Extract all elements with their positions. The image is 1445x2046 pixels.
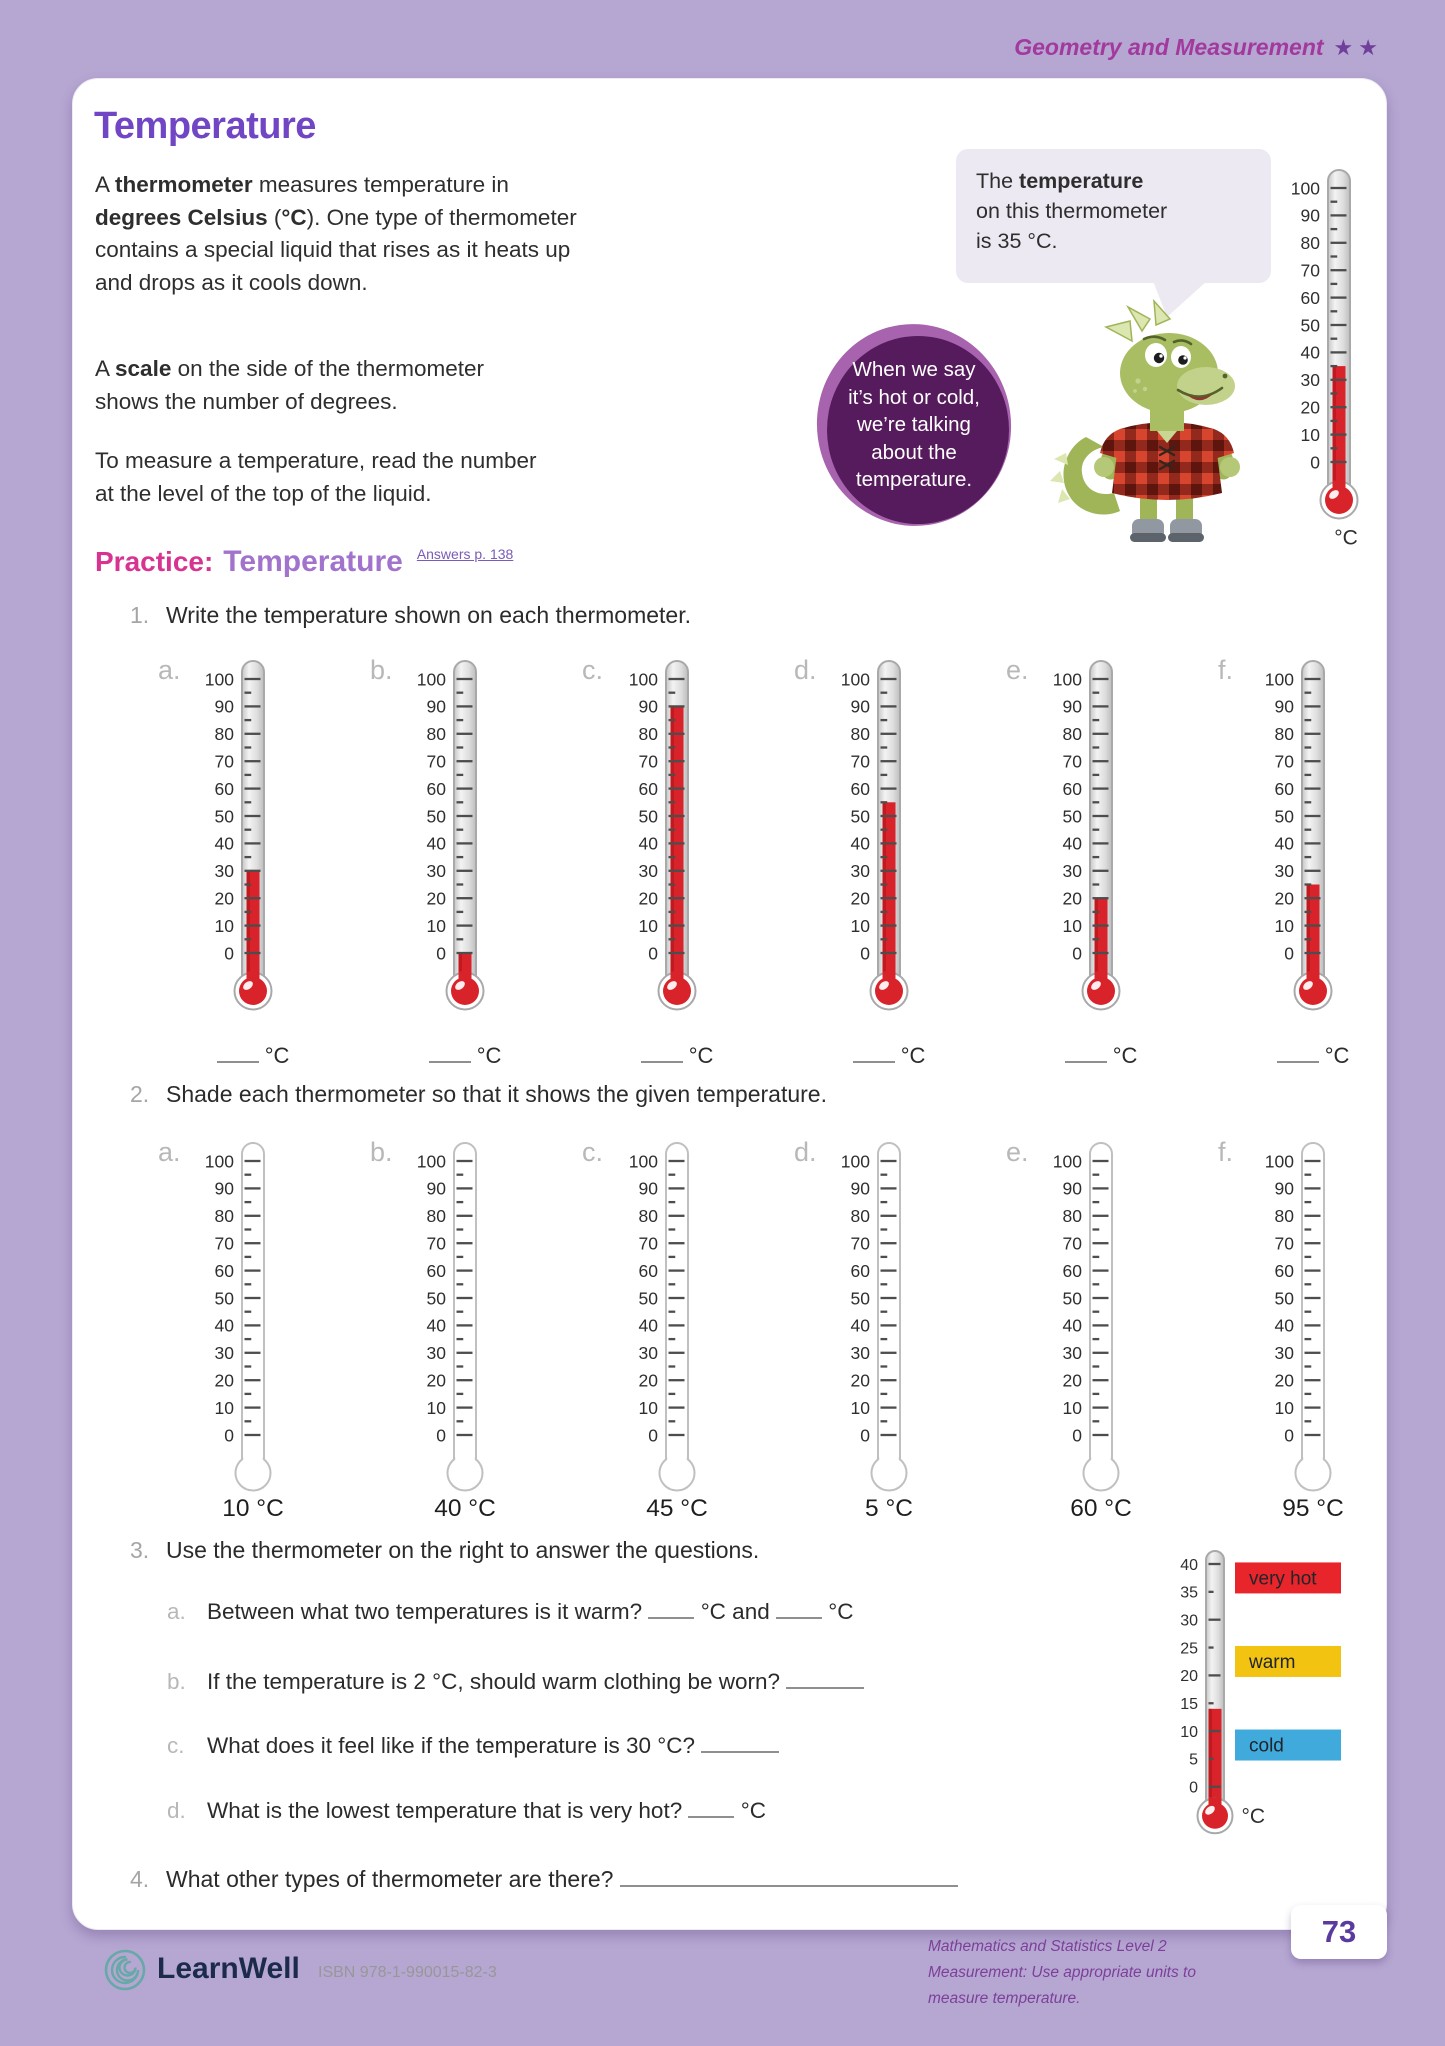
svg-text:100: 100 <box>628 1151 658 1172</box>
q1-answer-d <box>824 1043 954 1069</box>
q2-thermometer-c <box>572 1137 722 1537</box>
practice-title: Temperature <box>223 545 403 578</box>
svg-text:40: 40 <box>1274 833 1294 854</box>
svg-text:40: 40 <box>1180 1556 1198 1574</box>
item-letter: d. <box>167 1798 186 1823</box>
svg-text:50: 50 <box>1274 806 1294 827</box>
question-3 <box>130 1537 759 1564</box>
svg-text:90: 90 <box>638 1178 658 1199</box>
intro-paragraph-3: To measure a temperature, read the number at the level of the top of the liquid. <box>95 448 537 506</box>
svg-text:50: 50 <box>850 1288 870 1309</box>
svg-text:70: 70 <box>1274 1233 1294 1254</box>
practice-label: Practice: <box>95 546 214 577</box>
question-1-number: 1. <box>130 602 150 628</box>
page-title: Temperature <box>94 105 316 147</box>
answer-blank <box>1277 1046 1319 1063</box>
svg-text:0: 0 <box>648 943 658 964</box>
svg-text:10: 10 <box>214 915 234 936</box>
svg-text:30: 30 <box>214 861 234 882</box>
svg-text:0: 0 <box>1072 1425 1082 1446</box>
answers-link[interactable]: Answers p. 138 <box>416 546 514 562</box>
svg-text:60: 60 <box>1062 1260 1082 1281</box>
svg-text:20: 20 <box>638 888 658 909</box>
svg-text:50: 50 <box>1274 1288 1294 1309</box>
svg-text:°C: °C <box>1241 1804 1266 1828</box>
item-letter: a. <box>158 1137 181 1167</box>
svg-text:80: 80 <box>850 1206 870 1227</box>
question-4-number: 4. <box>130 1866 150 1892</box>
svg-text:70: 70 <box>1300 260 1320 281</box>
svg-text:80: 80 <box>214 1206 234 1227</box>
svg-text:10: 10 <box>1180 1723 1198 1741</box>
question-2 <box>130 1081 827 1108</box>
svg-text:40: 40 <box>1062 1315 1082 1336</box>
svg-text:70: 70 <box>638 751 658 772</box>
q2-target-temperature: 95 °C <box>1282 1495 1344 1522</box>
svg-text:80: 80 <box>1062 1206 1082 1227</box>
q3-thermometer <box>1149 1548 1399 1845</box>
answer-blank <box>776 1602 822 1619</box>
svg-text:90: 90 <box>214 1178 234 1199</box>
intro-paragraph-1: A thermometer measures temperature in degrees Celsius (°C). One type of thermometer contains a special liquid that rises as it heats up and drops as it cools down. <box>95 172 577 295</box>
svg-text:0: 0 <box>224 943 234 964</box>
q3-subquestion-d <box>167 1798 766 1824</box>
svg-text:50: 50 <box>1062 806 1082 827</box>
svg-text:0: 0 <box>648 1425 658 1446</box>
subquestion-text: What does it feel like if the temperature is 30 °C? <box>207 1733 779 1758</box>
q2-thermometer-d <box>784 1137 934 1537</box>
svg-text:30: 30 <box>1062 861 1082 882</box>
q1-thermometer-b <box>360 655 510 1055</box>
item-letter: a. <box>167 1599 186 1624</box>
svg-text:90: 90 <box>1062 696 1082 717</box>
svg-text:40: 40 <box>1300 342 1320 363</box>
question-4-prompt: What other types of thermometer are there? <box>166 1866 958 1892</box>
unit-label: °C <box>1324 1043 1350 1068</box>
svg-text:60: 60 <box>850 1260 870 1281</box>
svg-text:90: 90 <box>1062 1178 1082 1199</box>
question-1-prompt: Write the temperature shown on each thermometer. <box>166 602 692 628</box>
svg-text:20: 20 <box>426 888 446 909</box>
item-letter: a. <box>158 655 181 685</box>
item-letter: b. <box>167 1669 186 1694</box>
q2-target-temperature: 60 °C <box>1070 1495 1132 1522</box>
svg-text:0: 0 <box>1284 943 1294 964</box>
svg-text:30: 30 <box>214 1343 234 1364</box>
svg-text:30: 30 <box>850 1343 870 1364</box>
item-letter: d. <box>794 655 817 685</box>
svg-text:70: 70 <box>850 1233 870 1254</box>
question-3-number: 3. <box>130 1537 150 1563</box>
q1-thermometer-c <box>572 655 722 1055</box>
svg-text:70: 70 <box>214 1233 234 1254</box>
page-header <box>1014 34 1383 61</box>
svg-text:30: 30 <box>426 861 446 882</box>
svg-text:20: 20 <box>214 888 234 909</box>
speech-bubble: The temperature on this thermometer is 35 °C. <box>956 149 1271 283</box>
svg-text:40: 40 <box>850 833 870 854</box>
svg-text:0: 0 <box>1284 1425 1294 1446</box>
svg-text:90: 90 <box>1274 1178 1294 1199</box>
svg-text:30: 30 <box>1300 370 1320 391</box>
unit-label: °C <box>264 1043 290 1068</box>
q2-target-temperature: 10 °C <box>222 1495 284 1522</box>
answer-blank <box>429 1046 471 1063</box>
svg-text:80: 80 <box>850 724 870 745</box>
svg-text:60: 60 <box>850 778 870 799</box>
svg-text:70: 70 <box>1062 1233 1082 1254</box>
answer-blank <box>217 1046 259 1063</box>
svg-text:80: 80 <box>1300 233 1320 254</box>
q1-answer-c <box>612 1043 742 1069</box>
q1-thermometer-f <box>1208 655 1358 1055</box>
item-letter: e. <box>1006 1137 1029 1167</box>
subquestion-text: What is the lowest temperature that is very hot? °C <box>207 1798 766 1823</box>
answer-blank <box>641 1046 683 1063</box>
answer-blank <box>648 1602 694 1619</box>
header-stars-icon: ★★ <box>1333 35 1383 60</box>
thought-blob <box>817 324 1011 526</box>
svg-text:80: 80 <box>426 724 446 745</box>
svg-text:100: 100 <box>1264 669 1294 690</box>
svg-text:90: 90 <box>1274 696 1294 717</box>
svg-text:40: 40 <box>638 833 658 854</box>
question-2-number: 2. <box>130 1081 150 1107</box>
svg-text:10: 10 <box>1062 1397 1082 1418</box>
answer-blank <box>620 1870 958 1887</box>
q2-target-temperature: 45 °C <box>646 1495 708 1522</box>
q1-answer-e <box>1036 1043 1166 1069</box>
svg-text:60: 60 <box>214 1260 234 1281</box>
svg-text:50: 50 <box>638 1288 658 1309</box>
svg-text:30: 30 <box>1274 1343 1294 1364</box>
svg-text:60: 60 <box>1062 778 1082 799</box>
svg-text:100: 100 <box>416 1151 446 1172</box>
svg-text:90: 90 <box>1300 205 1320 226</box>
svg-text:10: 10 <box>1062 915 1082 936</box>
svg-text:30: 30 <box>426 1343 446 1364</box>
q1-answer-b <box>400 1043 530 1069</box>
unit-label: °C <box>688 1043 714 1068</box>
svg-text:30: 30 <box>1274 861 1294 882</box>
svg-text:20: 20 <box>1062 1370 1082 1391</box>
content-card <box>72 78 1387 1930</box>
svg-text:80: 80 <box>638 1206 658 1227</box>
svg-text:10: 10 <box>1300 424 1320 445</box>
q2-target-temperature: 40 °C <box>434 1495 496 1522</box>
svg-text:10: 10 <box>638 915 658 936</box>
q2-target-temperature: 5 °C <box>865 1495 913 1522</box>
svg-text:100: 100 <box>204 1151 234 1172</box>
svg-text:40: 40 <box>1274 1315 1294 1336</box>
svg-text:15: 15 <box>1180 1696 1198 1714</box>
svg-text:90: 90 <box>426 1178 446 1199</box>
header-title: Geometry and Measurement <box>1014 34 1324 60</box>
intro-paragraph-2: A scale on the side of the thermometer shows the number of degrees. <box>95 356 485 414</box>
svg-text:70: 70 <box>638 1233 658 1254</box>
isbn-text: ISBN 978-1-990015-82-3 <box>318 1964 497 1981</box>
svg-text:60: 60 <box>1274 1260 1294 1281</box>
svg-text:20: 20 <box>850 888 870 909</box>
svg-text:20: 20 <box>426 1370 446 1391</box>
svg-text:80: 80 <box>638 724 658 745</box>
svg-text:50: 50 <box>214 1288 234 1309</box>
q2-thermometer-e <box>996 1137 1146 1537</box>
item-letter: f. <box>1218 1137 1234 1167</box>
intro-thermometer <box>1234 164 1384 567</box>
q2-thermometer-b <box>360 1137 510 1537</box>
unit-label: °C <box>900 1043 926 1068</box>
svg-text:60: 60 <box>426 1260 446 1281</box>
q1-thermometer-a <box>148 655 298 1055</box>
svg-text:100: 100 <box>1052 669 1082 690</box>
svg-text:10: 10 <box>1274 915 1294 936</box>
svg-text:35: 35 <box>1180 1584 1198 1602</box>
svg-text:70: 70 <box>850 751 870 772</box>
svg-text:50: 50 <box>426 1288 446 1309</box>
svg-text:40: 40 <box>426 833 446 854</box>
svg-text:100: 100 <box>628 669 658 690</box>
svg-text:100: 100 <box>1290 178 1320 199</box>
question-3-prompt: Use the thermometer on the right to answer the questions. <box>166 1537 760 1563</box>
brand-name: LearnWell <box>157 1952 300 1985</box>
svg-text:20: 20 <box>1274 1370 1294 1391</box>
answer-blank <box>853 1046 895 1063</box>
answer-blank <box>786 1672 864 1689</box>
svg-text:20: 20 <box>1062 888 1082 909</box>
svg-text:50: 50 <box>850 806 870 827</box>
page-number-tab: 73 <box>1291 1905 1387 1959</box>
svg-text:90: 90 <box>638 696 658 717</box>
svg-text:70: 70 <box>214 751 234 772</box>
svg-text:60: 60 <box>214 778 234 799</box>
svg-text:10: 10 <box>850 915 870 936</box>
svg-text:40: 40 <box>1062 833 1082 854</box>
answer-blank <box>688 1801 734 1818</box>
subquestion-text: Between what two temperatures is it warm? °C and °C <box>207 1599 854 1624</box>
learnwell-logo-icon <box>103 1948 147 1997</box>
svg-text:100: 100 <box>840 669 870 690</box>
q1-answer-f <box>1248 1043 1378 1069</box>
svg-text:90: 90 <box>214 696 234 717</box>
svg-text:30: 30 <box>850 861 870 882</box>
svg-text:70: 70 <box>426 1233 446 1254</box>
svg-text:0: 0 <box>1310 452 1320 473</box>
svg-text:80: 80 <box>214 724 234 745</box>
svg-text:10: 10 <box>426 1397 446 1418</box>
svg-text:80: 80 <box>1062 724 1082 745</box>
svg-text:20: 20 <box>1274 888 1294 909</box>
svg-text:30: 30 <box>638 1343 658 1364</box>
question-2-prompt: Shade each thermometer so that it shows the given temperature. <box>166 1081 827 1107</box>
svg-text:100: 100 <box>840 1151 870 1172</box>
svg-text:10: 10 <box>1274 1397 1294 1418</box>
svg-text:10: 10 <box>214 1397 234 1418</box>
svg-text:60: 60 <box>638 1260 658 1281</box>
svg-text:70: 70 <box>1274 751 1294 772</box>
svg-text:25: 25 <box>1180 1640 1198 1658</box>
q3-subquestion-c <box>167 1733 779 1759</box>
svg-text:100: 100 <box>1052 1151 1082 1172</box>
svg-text:60: 60 <box>426 778 446 799</box>
question-4 <box>130 1866 958 1893</box>
svg-text:0: 0 <box>1189 1779 1198 1797</box>
svg-text:100: 100 <box>1264 1151 1294 1172</box>
svg-text:cold: cold <box>1249 1735 1284 1757</box>
svg-text:70: 70 <box>1062 751 1082 772</box>
svg-text:very hot: very hot <box>1249 1568 1317 1590</box>
svg-text:10: 10 <box>638 1397 658 1418</box>
svg-text:60: 60 <box>1274 778 1294 799</box>
unit-label: °C <box>1112 1043 1138 1068</box>
curriculum-credit: Mathematics and Statistics Level 2 Measurement: Use appropriate units to measure temperature. <box>928 1938 1196 2007</box>
svg-text:60: 60 <box>1300 287 1320 308</box>
svg-text:20: 20 <box>638 1370 658 1391</box>
svg-text:60: 60 <box>638 778 658 799</box>
svg-text:30: 30 <box>1180 1612 1198 1630</box>
svg-text:40: 40 <box>638 1315 658 1336</box>
q3-subquestion-a <box>167 1599 853 1625</box>
q1-answer-a <box>188 1043 318 1069</box>
svg-text:20: 20 <box>850 1370 870 1391</box>
svg-text:10: 10 <box>850 1397 870 1418</box>
q3-subquestion-b <box>167 1669 864 1695</box>
svg-text:30: 30 <box>1062 1343 1082 1364</box>
svg-text:40: 40 <box>214 1315 234 1336</box>
svg-text:80: 80 <box>1274 724 1294 745</box>
svg-text:20: 20 <box>214 1370 234 1391</box>
svg-text:100: 100 <box>204 669 234 690</box>
svg-text:40: 40 <box>426 1315 446 1336</box>
unit-label: °C <box>476 1043 502 1068</box>
blob-text: When we say it’s hot or cold, we’re talking about the temperature. <box>848 358 980 492</box>
item-letter: c. <box>582 1137 604 1167</box>
question-1 <box>130 602 691 629</box>
item-letter: b. <box>370 655 393 685</box>
svg-text:50: 50 <box>1300 315 1320 336</box>
item-letter: e. <box>1006 655 1029 685</box>
svg-text:20: 20 <box>1300 397 1320 418</box>
svg-text:50: 50 <box>1062 1288 1082 1309</box>
svg-text:50: 50 <box>426 806 446 827</box>
item-letter: c. <box>167 1733 185 1758</box>
svg-text:80: 80 <box>1274 1206 1294 1227</box>
practice-heading <box>95 545 513 579</box>
q2-thermometer-a <box>148 1137 298 1537</box>
svg-text:°C: °C <box>1334 526 1358 550</box>
svg-text:0: 0 <box>436 943 446 964</box>
svg-text:warm: warm <box>1249 1651 1296 1673</box>
q2-thermometer-f <box>1208 1137 1358 1537</box>
answer-blank <box>1065 1046 1107 1063</box>
svg-text:100: 100 <box>416 669 446 690</box>
subquestion-text: If the temperature is 2 °C, should warm clothing be worn? <box>207 1669 864 1694</box>
svg-text:0: 0 <box>860 943 870 964</box>
svg-text:20: 20 <box>1180 1668 1198 1686</box>
item-letter: b. <box>370 1137 393 1167</box>
svg-text:5: 5 <box>1189 1751 1198 1769</box>
svg-text:40: 40 <box>214 833 234 854</box>
svg-text:0: 0 <box>436 1425 446 1446</box>
svg-text:90: 90 <box>850 696 870 717</box>
item-letter: f. <box>1218 655 1234 685</box>
svg-text:90: 90 <box>426 696 446 717</box>
item-letter: c. <box>582 655 604 685</box>
svg-text:10: 10 <box>426 915 446 936</box>
svg-text:70: 70 <box>426 751 446 772</box>
svg-text:30: 30 <box>638 861 658 882</box>
svg-text:80: 80 <box>426 1206 446 1227</box>
svg-text:0: 0 <box>224 1425 234 1446</box>
svg-text:90: 90 <box>850 1178 870 1199</box>
svg-text:0: 0 <box>1072 943 1082 964</box>
svg-text:0: 0 <box>860 1425 870 1446</box>
q1-thermometer-d <box>784 655 934 1055</box>
svg-text:50: 50 <box>214 806 234 827</box>
svg-text:50: 50 <box>638 806 658 827</box>
answer-blank <box>701 1736 779 1753</box>
item-letter: d. <box>794 1137 817 1167</box>
q1-thermometer-e <box>996 655 1146 1055</box>
svg-text:40: 40 <box>850 1315 870 1336</box>
